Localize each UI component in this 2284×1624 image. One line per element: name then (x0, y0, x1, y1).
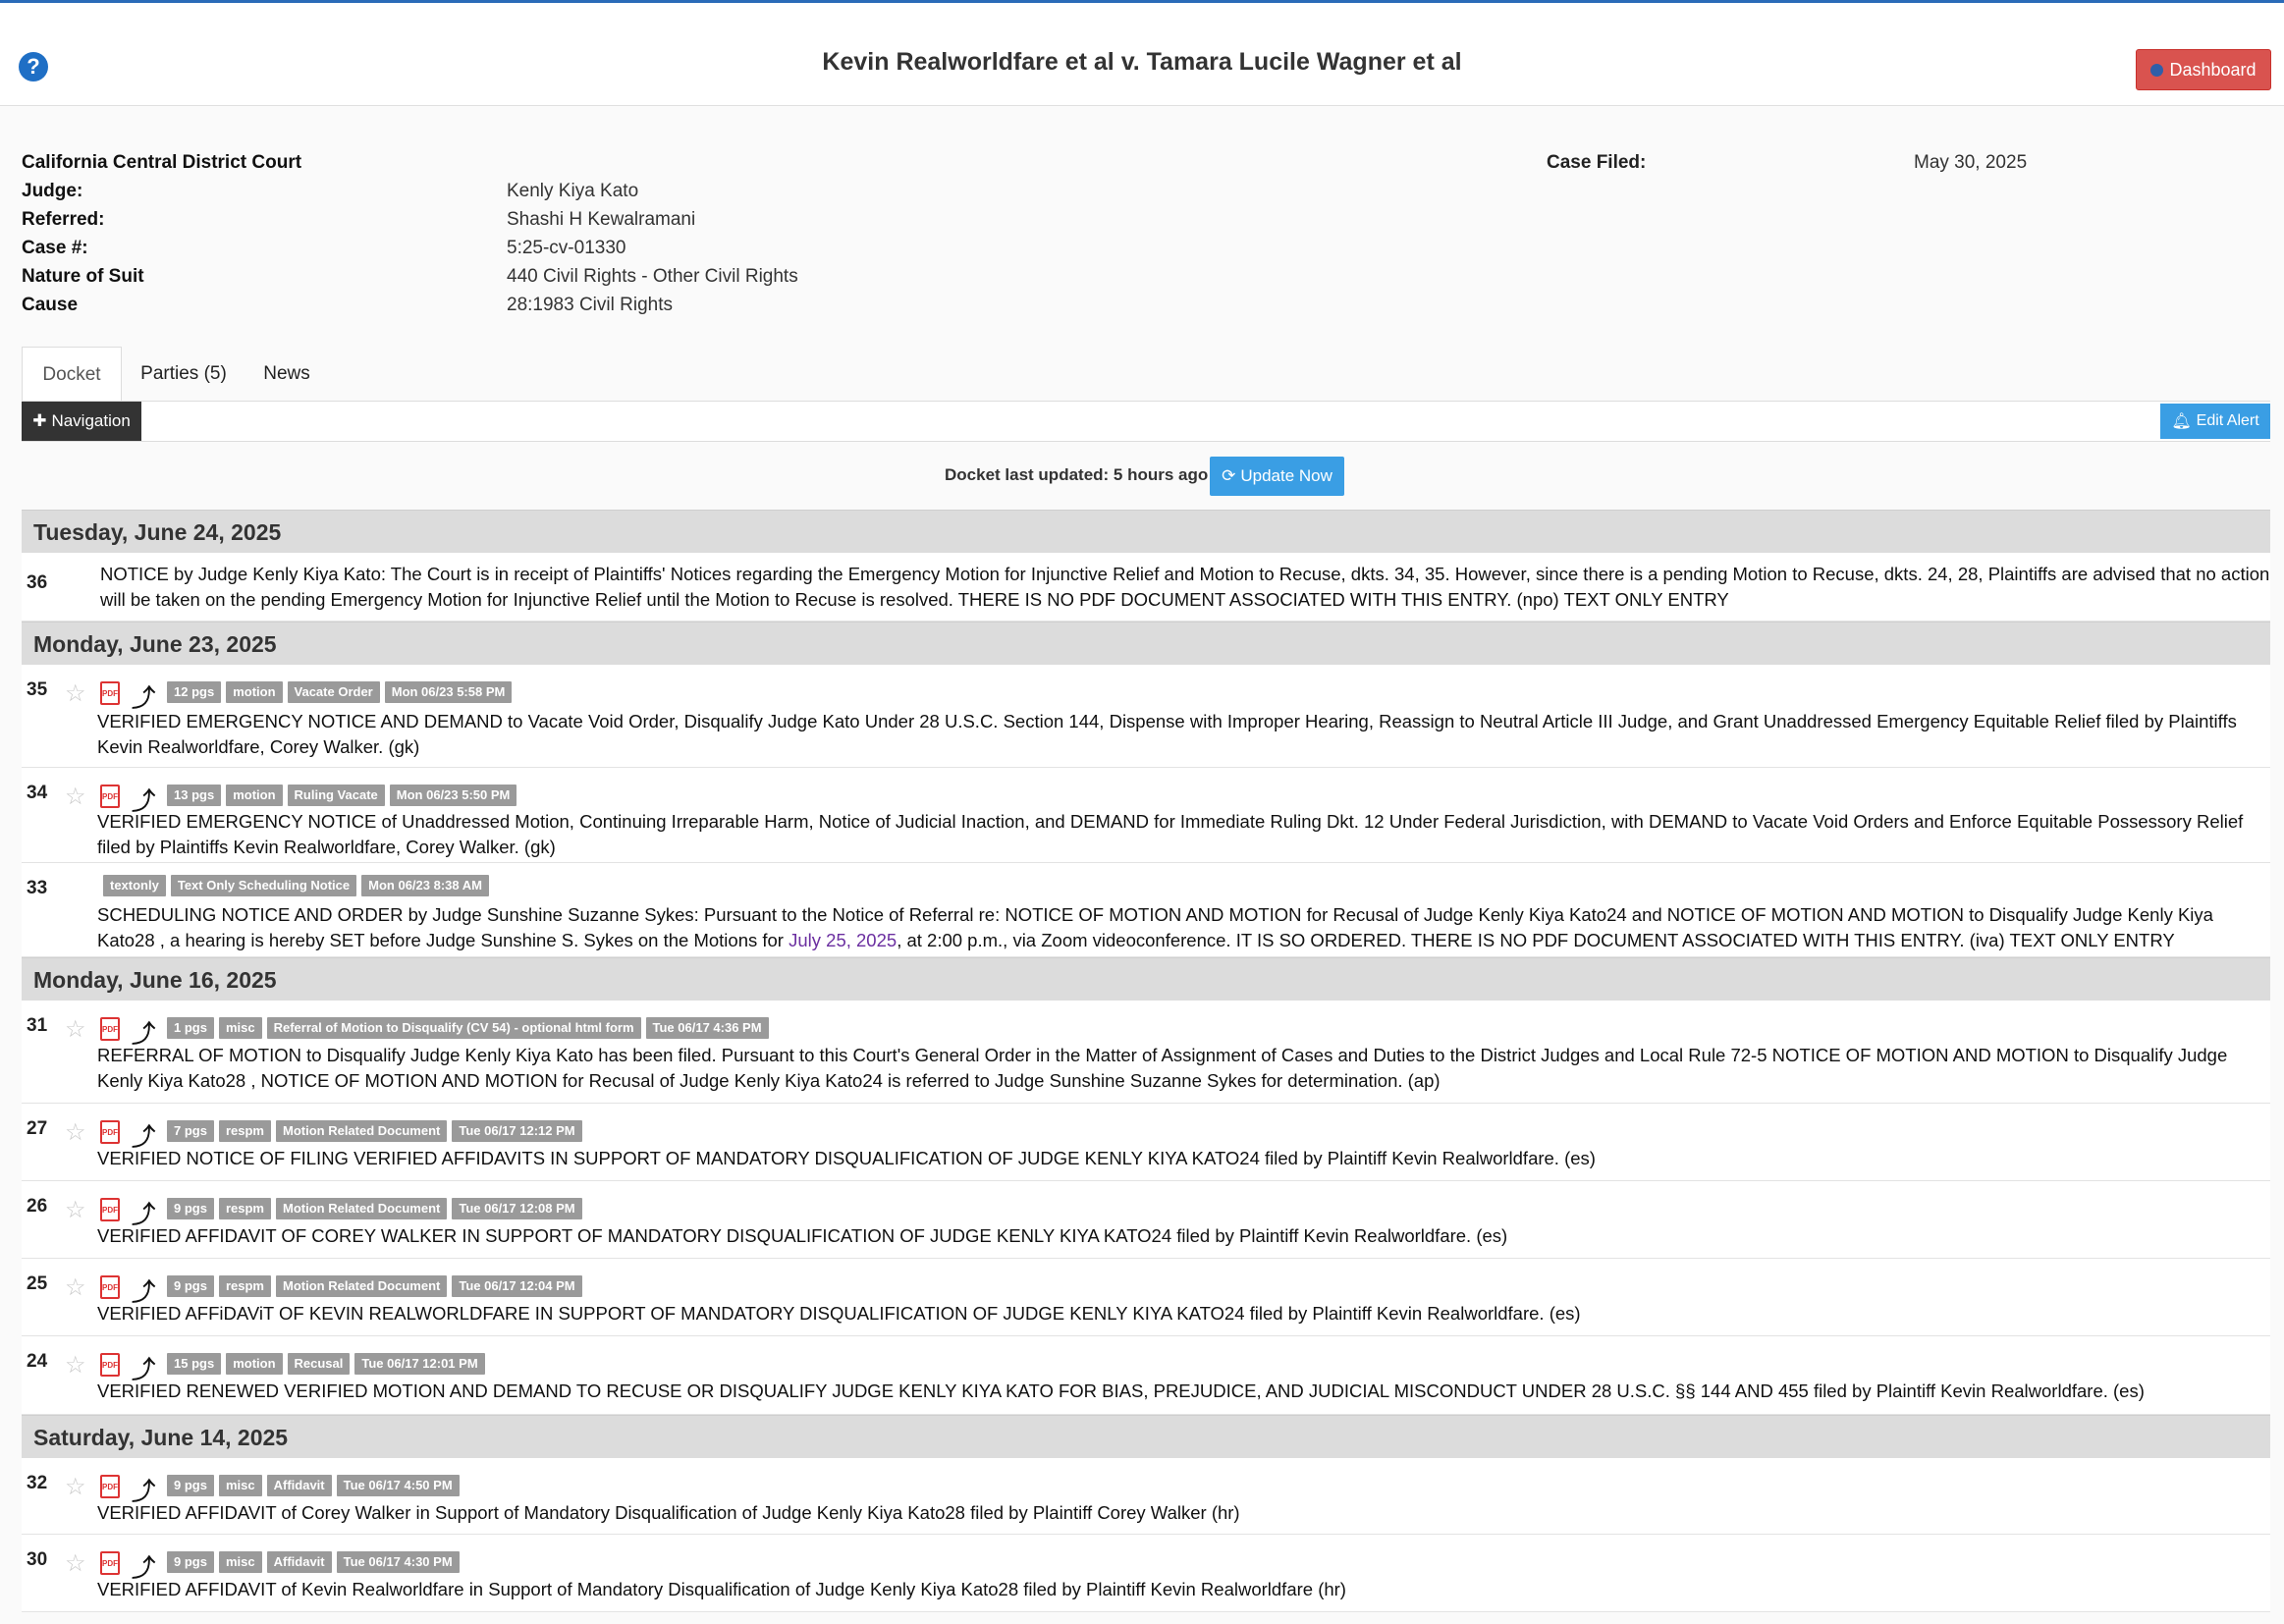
info-label: Cause (22, 295, 79, 315)
docket-list (22, 510, 2270, 1612)
entry-text: VERIFIED EMERGENCY NOTICE of Unaddressed Motion, Continuing Irreparable Harm, Notice of Judicial Inaction, and DEMAND for Immediate Ruling Dkt. 12 Under Federal Jurisdiction, with DEMAND to Vacate Void Orders and Enforce Equitable Possessory Relief filed by Plaintiffs Kevin Realworldfare, Corey Walker. (gk) (97, 811, 2244, 857)
timestamp-badge: Tue 06/17 4:50 PM (337, 1475, 460, 1496)
dashboard-icon (2150, 64, 2163, 77)
timestamp-badge: Tue 06/17 4:30 PM (337, 1551, 460, 1573)
timestamp-badge: Tue 06/17 12:01 PM (354, 1353, 484, 1375)
court-name: California Central District Court (22, 152, 302, 173)
entry-text: VERIFIED NOTICE OF FILING VERIFIED AFFIDAVITS IN SUPPORT OF MANDATORY DISQUALIFICATION OF JUDGE KENLY KIYA KATO24 filed by Plaintiff Kevin Realworldfare. (es) (97, 1148, 1596, 1168)
entry-text: VERIFIED AFFiDAViT OF KEVIN REALWORLDFARE IN SUPPORT OF MANDATORY DISQUALIFICATION OF JUDGE KENLY KIYA KATO24 filed by Plaintiff Kevin Realworldfare. (es) (97, 1303, 1581, 1324)
docket-updated-status: Docket last updated: 5 hours ago (945, 465, 1209, 484)
entry-text: VERIFIED RENEWED VERIFIED MOTION AND DEMAND TO RECUSE OR DISQUALIFY JUDGE KENLY KIYA KATO FOR BIAS, PREJUDICE, AND JUDICIAL MISCONDUCT UNDER 28 U.S.C. §§ 144 AND 455 filed by Plaintiff Kevin Realworldfare. (es) (97, 1380, 2145, 1401)
case-number-value: 5:25-cv-01330 (507, 238, 626, 258)
type-badge: Referral of Motion to Disqualify (CV 54) - optional html form (267, 1017, 641, 1039)
timestamp-badge: Mon 06/23 8:38 AM (361, 875, 489, 896)
category-badge: respm (219, 1198, 271, 1219)
category-badge: motion (226, 1353, 282, 1375)
entry-number: 33 (27, 878, 48, 898)
entry-text: VERIFIED AFFIDAVIT of Corey Walker in Support of Mandatory Disqualification of Judge Kenly Kiya Kato28 filed by Plaintiff Corey Walker (hr) (97, 1502, 1240, 1523)
star-icon[interactable]: ☆ (65, 784, 86, 810)
category-badge: textonly (103, 875, 166, 896)
date-header: Saturday, June 14, 2025 (22, 1415, 2270, 1458)
entry-number: 26 (27, 1196, 48, 1217)
dashboard-button[interactable] (2136, 49, 2271, 90)
date-header: Tuesday, June 24, 2025 (22, 510, 2270, 553)
navigation-button[interactable] (22, 402, 141, 441)
star-icon[interactable]: ☆ (65, 1197, 86, 1223)
case-filed-value: May 30, 2025 (1914, 152, 2028, 173)
entry-number: 31 (27, 1015, 48, 1036)
entry-text-part: SCHEDULING NOTICE AND ORDER by Judge Sunshine Suzanne Sykes: Pursuant to the Notice of Referral re: NOTICE OF MOTION AND MOTION for Recusal of Judge Kenly Kiya Kato24 and NOTICE OF MOTION AND MOTION to Disqualify Judge Kenly Kiya Kato28 , a hearing is hereby SET before Judge Sunshine S. Sykes on the Motions for (97, 904, 2213, 950)
entry-number: 27 (27, 1118, 48, 1139)
entry-tags (167, 1275, 582, 1297)
pdf-icon[interactable]: PDF (100, 1120, 120, 1144)
docket-entry[interactable] (22, 665, 2270, 768)
docket-entry[interactable] (22, 1458, 2270, 1535)
page-count-badge: 7 pgs (167, 1120, 214, 1142)
share-icon[interactable]: ⤴ (132, 1124, 155, 1151)
timestamp-badge: Tue 06/17 12:12 PM (452, 1120, 581, 1142)
page-header (0, 3, 2284, 106)
timestamp-badge: Mon 06/23 5:58 PM (385, 681, 513, 703)
update-now-button[interactable] (1210, 457, 1344, 496)
entry-text-part: , at 2:00 p.m., via Zoom videoconference. IT IS SO ORDERED. THERE IS NO PDF DOCUMENT ASSOCIATED WITH THIS ENTRY. (iva) TEXT ONLY ENTRY (897, 930, 2175, 950)
docket-entry[interactable] (22, 1104, 2270, 1181)
case-info-labels (22, 148, 301, 319)
docket-entry[interactable] (22, 768, 2270, 863)
tab-docket[interactable]: Docket (22, 347, 122, 402)
edit-alert-button[interactable] (2160, 404, 2270, 439)
docket-toolbar (22, 402, 2270, 442)
star-icon[interactable]: ☆ (65, 1274, 86, 1301)
entry-text (97, 902, 2267, 953)
navigation-label: Navigation (51, 411, 131, 430)
category-badge: motion (226, 681, 282, 703)
entry-tags (167, 785, 517, 806)
cause-value: 28:1983 Civil Rights (507, 295, 673, 315)
docket-entry[interactable] (22, 1535, 2270, 1612)
share-icon[interactable]: ⤴ (132, 1021, 155, 1048)
share-icon[interactable]: ⤴ (132, 1555, 155, 1582)
update-now-label: Update Now (1240, 466, 1332, 485)
share-icon[interactable]: ⤴ (132, 1479, 155, 1505)
category-badge: respm (219, 1275, 271, 1297)
star-icon[interactable]: ☆ (65, 680, 86, 707)
page-count-badge: 9 pgs (167, 1551, 214, 1573)
star-icon[interactable]: ☆ (65, 1119, 86, 1146)
category-badge: misc (219, 1017, 262, 1039)
pdf-icon[interactable]: PDF (100, 1198, 120, 1221)
info-label: Judge: (22, 181, 83, 201)
case-filed-label: Case Filed: (1547, 152, 1647, 173)
info-label: Nature of Suit (22, 266, 144, 287)
refresh-icon: ⟳ (1222, 466, 1236, 485)
entry-number: 36 (27, 572, 48, 593)
pdf-icon[interactable]: PDF (100, 785, 120, 808)
page-count-badge: 1 pgs (167, 1017, 214, 1039)
star-icon[interactable]: ☆ (65, 1016, 86, 1043)
category-badge: misc (219, 1551, 262, 1573)
entry-tags (167, 1017, 769, 1039)
judge-value: Kenly Kiya Kato (507, 181, 639, 201)
hearing-date-link[interactable]: July 25, 2025 (789, 930, 897, 950)
star-icon[interactable]: ☆ (65, 1352, 86, 1379)
entry-number: 24 (27, 1351, 48, 1372)
timestamp-badge: Tue 06/17 12:04 PM (452, 1275, 581, 1297)
help-icon[interactable]: ? (19, 52, 48, 81)
tab-news[interactable]: News (263, 363, 310, 384)
pdf-icon[interactable]: PDF (100, 1275, 120, 1299)
pdf-icon[interactable]: PDF (100, 681, 120, 705)
entry-tags (167, 1198, 582, 1219)
page-count-badge: 15 pgs (167, 1353, 221, 1375)
entry-tags (167, 1120, 582, 1142)
entry-text: VERIFIED AFFIDAVIT of Kevin Realworldfare in Support of Mandatory Disqualification of Judge Kenly Kiya Kato28 filed by Plaintiff Kevin Realworldfare (hr) (97, 1579, 1346, 1599)
plus-icon: ✚ (32, 411, 47, 430)
type-badge: Motion Related Document (276, 1275, 447, 1297)
dashboard-label: Dashboard (2169, 59, 2257, 80)
info-label: Referred: (22, 209, 105, 230)
page-count-badge: 13 pgs (167, 785, 221, 806)
entry-tags (167, 681, 512, 703)
entry-number: 34 (27, 783, 48, 803)
entry-number: 30 (27, 1549, 48, 1570)
entry-text: REFERRAL OF MOTION to Disqualify Judge Kenly Kiya Kato has been filed. Pursuant to this Court's General Order in the Matter of Assignment of Cases and Duties to the District Judges and Local Rule 72-5 NOTICE OF MOTION AND MOTION to Disqualify Judge Kenly Kiya Kato28 , NOTICE OF MOTION AND MOTION for Recusal of Judge Kenly Kiya Kato24 is referred to Judge Sunshine Suzanne Sykes for determination. (ap) (97, 1045, 2228, 1091)
pdf-icon[interactable]: PDF (100, 1475, 120, 1498)
type-badge: Recusal (288, 1353, 351, 1375)
share-icon[interactable]: ⤴ (132, 685, 155, 712)
type-badge: Ruling Vacate (288, 785, 385, 806)
type-badge: Motion Related Document (276, 1198, 447, 1219)
docket-entry[interactable] (22, 863, 2270, 957)
type-badge: Motion Related Document (276, 1120, 447, 1142)
edit-alert-label: Edit Alert (2196, 412, 2259, 429)
referred-value: Shashi H Kewalramani (507, 209, 696, 230)
docket-entry[interactable] (22, 1181, 2270, 1259)
date-header: Monday, June 23, 2025 (22, 622, 2270, 665)
star-icon[interactable]: ☆ (65, 1550, 86, 1577)
category-badge: misc (219, 1475, 262, 1496)
timestamp-badge: Tue 06/17 4:36 PM (646, 1017, 769, 1039)
page-count-badge: 9 pgs (167, 1275, 214, 1297)
entry-text: VERIFIED AFFIDAVIT OF COREY WALKER IN SUPPORT OF MANDATORY DISQUALIFICATION OF JUDGE KENLY KIYA KATO24 filed by Plaintiff Kevin Realworldfare. (es) (97, 1225, 1508, 1246)
entry-number: 35 (27, 679, 48, 700)
entry-number: 32 (27, 1473, 48, 1493)
bell-icon: 🔔︎ (2171, 413, 2192, 430)
case-info-values (507, 148, 798, 319)
entry-text: NOTICE by Judge Kenly Kiya Kato: The Court is in receipt of Plaintiffs' Notices regarding the Emergency Motion for Injunctive Relief and Motion to Recuse, dkts. 34, 35. However, since there is a pending Motion to Recuse, dkts. 24, 28, Plaintiffs are advised that no action will be taken on the pending Emergency Motion for Injunctive Relief until the Motion to Recuse is resolved. THERE IS NO PDF DOCUMENT ASSOCIATED WITH THIS ENTRY. (npo) TEXT ONLY ENTRY (100, 564, 2270, 610)
tab-parties[interactable]: Parties (5) (140, 363, 227, 384)
page-count-badge: 9 pgs (167, 1475, 214, 1496)
nature-of-suit-value: 440 Civil Rights - Other Civil Rights (507, 266, 798, 287)
share-icon[interactable]: ⤴ (132, 788, 155, 815)
page-count-badge: 9 pgs (167, 1198, 214, 1219)
share-icon[interactable]: ⤴ (132, 1357, 155, 1383)
timestamp-badge: Tue 06/17 12:08 PM (452, 1198, 581, 1219)
info-label: Case #: (22, 238, 88, 258)
docket-entry[interactable] (22, 1001, 2270, 1104)
type-badge: Text Only Scheduling Notice (171, 875, 356, 896)
timestamp-badge: Mon 06/23 5:50 PM (390, 785, 517, 806)
docket-entry[interactable] (22, 1259, 2270, 1336)
type-badge: Affidavit (267, 1551, 332, 1573)
docket-entry (22, 553, 2270, 622)
entry-number: 25 (27, 1273, 48, 1294)
entry-tags (167, 1475, 460, 1496)
entry-text: VERIFIED EMERGENCY NOTICE AND DEMAND to Vacate Void Order, Disqualify Judge Kato Under 28 U.S.C. Section 144, Dispense with Improper Hearing, Reassign to Neutral Article III Judge, and Grant Unaddressed Emergency Equitable Relief filed by Plaintiffs Kevin Realworldfare, Corey Walker. (gk) (97, 711, 2237, 757)
pdf-icon[interactable]: PDF (100, 1017, 120, 1041)
category-badge: motion (226, 785, 282, 806)
case-title: Kevin Realworldfare et al v. Tamara Lucile Wagner et al (822, 48, 1462, 76)
entry-tags (103, 875, 489, 896)
pdf-icon[interactable]: PDF (100, 1551, 120, 1575)
docket-entry[interactable] (22, 1336, 2270, 1415)
star-icon[interactable]: ☆ (65, 1474, 86, 1500)
category-badge: respm (219, 1120, 271, 1142)
entry-tags (167, 1551, 460, 1573)
share-icon[interactable]: ⤴ (132, 1202, 155, 1228)
entry-tags (167, 1353, 485, 1375)
type-badge: Vacate Order (288, 681, 380, 703)
page-count-badge: 12 pgs (167, 681, 221, 703)
pdf-icon[interactable]: PDF (100, 1353, 120, 1377)
share-icon[interactable]: ⤴ (132, 1279, 155, 1306)
date-header: Monday, June 16, 2025 (22, 957, 2270, 1001)
type-badge: Affidavit (267, 1475, 332, 1496)
